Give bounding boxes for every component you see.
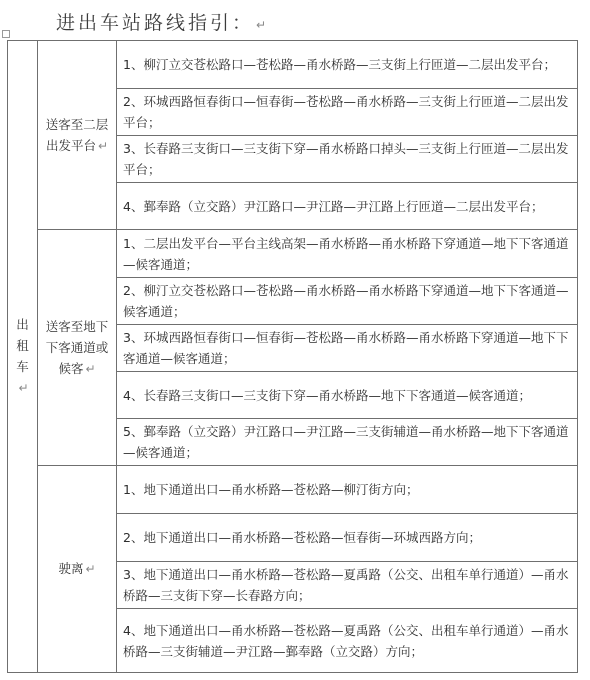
route-cell (117, 466, 578, 514)
route-cell (117, 609, 578, 673)
route-text: 3、长春路三支街口—三支街下穿—甬水桥路口掉头—三支街上行匝道—二层出发平台； (123, 141, 569, 177)
group-cell-departure-platform (38, 41, 117, 230)
group-label: 送客至二层出发平台 (45, 116, 109, 153)
page-title-text: 进出车站路线指引： (56, 12, 255, 34)
route-text: 5、鄞奉路（立交路）尹江路口—尹江路—三支街辅道—甬水桥路—地下下客通道—候客通道； (123, 424, 569, 460)
route-text: 1、柳汀立交苍松路口—苍松路—甬水桥路—三支街上行匝道—二层出发平台； (123, 57, 556, 72)
route-text: 3、环城西路恒春街口—恒春街—苍松路—甬水桥路—甬水桥路下穿通道—地下下客通道—候客通道； (123, 330, 569, 366)
paragraph-mark-icon: ↵ (85, 361, 96, 376)
vehicle-type-label: 出租车 (16, 317, 29, 374)
paragraph-mark-icon: ↵ (256, 18, 270, 32)
route-text: 2、环城西路恒春街口—恒春街—苍松路—甬水桥路—三支街上行匝道—二层出发平台； (123, 94, 569, 130)
table-row (8, 230, 578, 278)
table-row (8, 41, 578, 89)
route-cell (117, 230, 578, 278)
route-cell (117, 89, 578, 136)
group-label: 送客至地下下客通道或候客 (45, 318, 109, 376)
group-label: 驶离 (58, 561, 84, 576)
paragraph-mark-icon: ↵ (85, 562, 96, 576)
page-title (56, 8, 269, 35)
group-cell-departure (38, 466, 117, 673)
route-guide-table (7, 40, 578, 673)
route-cell (117, 372, 578, 419)
route-cell (117, 183, 578, 230)
route-text: 1、二层出发平台—平台主线高架—甬水桥路—甬水桥路下穿通道—地下下客通道—候客通道； (123, 235, 569, 272)
route-text: 3、地下通道出口—甬水桥路—苍松路—夏禹路（公交、出租车单行通道）—甬水桥路—三支街下穿—长春路方向； (123, 567, 569, 603)
paragraph-mark-icon: ↵ (97, 138, 109, 153)
vehicle-type-cell (8, 41, 38, 673)
route-cell (117, 136, 578, 183)
table-move-handle-icon[interactable] (2, 30, 10, 38)
route-text: 4、长春路三支街口—三支街下穿—甬水桥路—地下下客通道—候客通道； (123, 387, 531, 403)
paragraph-mark-icon: ↵ (18, 381, 29, 395)
route-text: 4、鄞奉路（立交路）尹江路口—尹江路—尹江路上行匝道—二层出发平台； (123, 198, 544, 214)
route-text: 2、地下通道出口—甬水桥路—苍松路—恒春街—环城西路方向； (123, 530, 481, 545)
route-cell (117, 278, 578, 325)
route-cell (117, 41, 578, 89)
route-cell (117, 325, 578, 372)
table-row (8, 466, 578, 514)
route-cell (117, 419, 578, 466)
route-text: 1、地下通道出口—甬水桥路—苍松路—柳汀街方向； (123, 482, 419, 497)
route-cell (117, 514, 578, 562)
route-text: 4、地下通道出口—甬水桥路—苍松路—夏禹路（公交、出租车单行通道）—甬水桥路—三支街辅道—尹江路—鄞奉路（立交路）方向； (123, 622, 569, 659)
route-text: 2、柳汀立交苍松路口—苍松路—甬水桥路—甬水桥路下穿通道—地下下客通道—候客通道； (123, 283, 569, 319)
route-cell (117, 562, 578, 609)
group-cell-underground-passage (38, 230, 117, 466)
